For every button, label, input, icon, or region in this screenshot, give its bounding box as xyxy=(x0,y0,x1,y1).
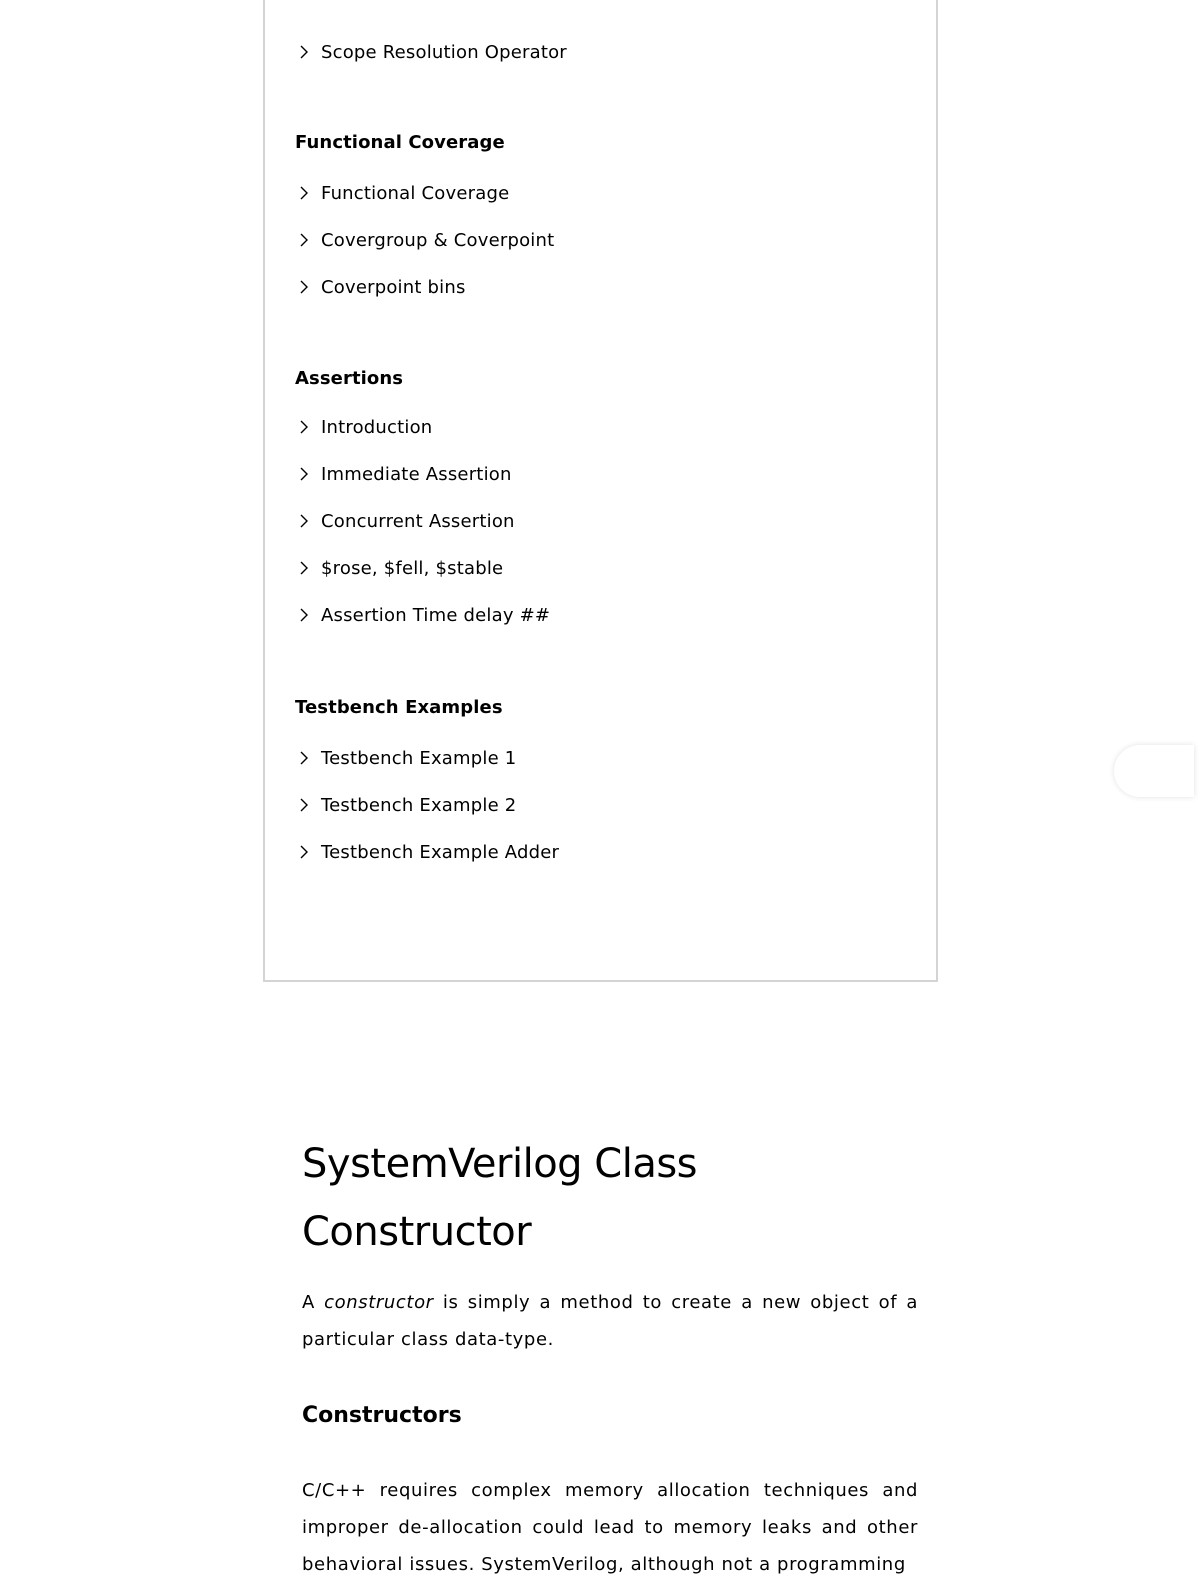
nav-item-testbench-example-1[interactable] xyxy=(295,743,895,773)
nav-item-label: Covergroup & Coverpoint xyxy=(321,229,555,251)
chevron-right-icon xyxy=(297,278,311,296)
nav-item-coverpoint-bins[interactable] xyxy=(295,272,895,302)
nav-item-testbench-example-adder[interactable] xyxy=(295,837,895,867)
nav-section-heading-testbench-examples: Testbench Examples xyxy=(295,697,503,718)
intro-paragraph xyxy=(302,1284,918,1358)
nav-item-introduction[interactable] xyxy=(295,412,895,442)
chevron-right-icon xyxy=(297,843,311,861)
nav-item-assertion-time-delay[interactable] xyxy=(295,600,895,630)
nav-item-functional-coverage[interactable] xyxy=(295,178,895,208)
nav-item-concurrent-assertion[interactable] xyxy=(295,506,895,536)
nav-item-label: Assertion Time delay ## xyxy=(321,604,551,626)
nav-item-label: $rose, $fell, $stable xyxy=(321,557,504,579)
nav-item-label: Scope Resolution Operator xyxy=(321,41,567,63)
nav-section-heading-functional-coverage: Functional Coverage xyxy=(295,132,505,153)
nav-item-label: Testbench Example 1 xyxy=(321,747,517,769)
nav-item-label: Functional Coverage xyxy=(321,182,510,204)
chevron-right-icon xyxy=(297,465,311,483)
intro-suffix: is simply a method to create a new object of a particular class data-type. xyxy=(302,1292,918,1350)
nav-item-testbench-example-2[interactable] xyxy=(295,790,895,820)
nav-item-label: Concurrent Assertion xyxy=(321,510,515,532)
intro-prefix: A xyxy=(302,1292,325,1313)
nav-list-top xyxy=(295,37,895,67)
body-paragraph: C/C++ requires complex memory allocation techniques and improper de-allocation could lead to memory leaks and other behavioral issues. SystemVerilog, although not a programming xyxy=(302,1480,918,1575)
nav-item-label: Introduction xyxy=(321,416,433,438)
nav-section-heading-assertions: Assertions xyxy=(295,368,404,389)
chevron-right-icon xyxy=(297,749,311,767)
nav-item-covergroup-coverpoint[interactable] xyxy=(295,225,895,255)
floating-side-tab[interactable] xyxy=(1114,745,1194,797)
chevron-right-icon xyxy=(297,559,311,577)
nav-item-scope-resolution-operator[interactable] xyxy=(295,37,895,67)
chevron-right-icon xyxy=(297,606,311,624)
nav-list-functional-coverage xyxy=(295,178,895,302)
chevron-right-icon xyxy=(297,231,311,249)
nav-item-label: Coverpoint bins xyxy=(321,276,466,298)
nav-item-rose-fell-stable[interactable] xyxy=(295,553,895,583)
chevron-right-icon xyxy=(297,43,311,61)
nav-item-label: Testbench Example Adder xyxy=(321,841,560,863)
section-heading-constructors: Constructors xyxy=(302,1403,462,1428)
nav-item-label: Testbench Example 2 xyxy=(321,794,517,816)
nav-item-immediate-assertion[interactable] xyxy=(295,459,895,489)
chevron-right-icon xyxy=(297,512,311,530)
chevron-right-icon xyxy=(297,418,311,436)
sidebar-nav-panel xyxy=(263,0,938,982)
article-content xyxy=(302,1130,918,1583)
nav-item-label: Immediate Assertion xyxy=(321,463,512,485)
intro-emphasis: constructor xyxy=(324,1292,434,1313)
chevron-right-icon xyxy=(297,184,311,202)
chevron-right-icon xyxy=(297,796,311,814)
page-title: SystemVerilog Class Constructor xyxy=(302,1141,698,1255)
nav-list-testbench-examples xyxy=(295,743,895,867)
nav-list-assertions xyxy=(295,412,895,630)
